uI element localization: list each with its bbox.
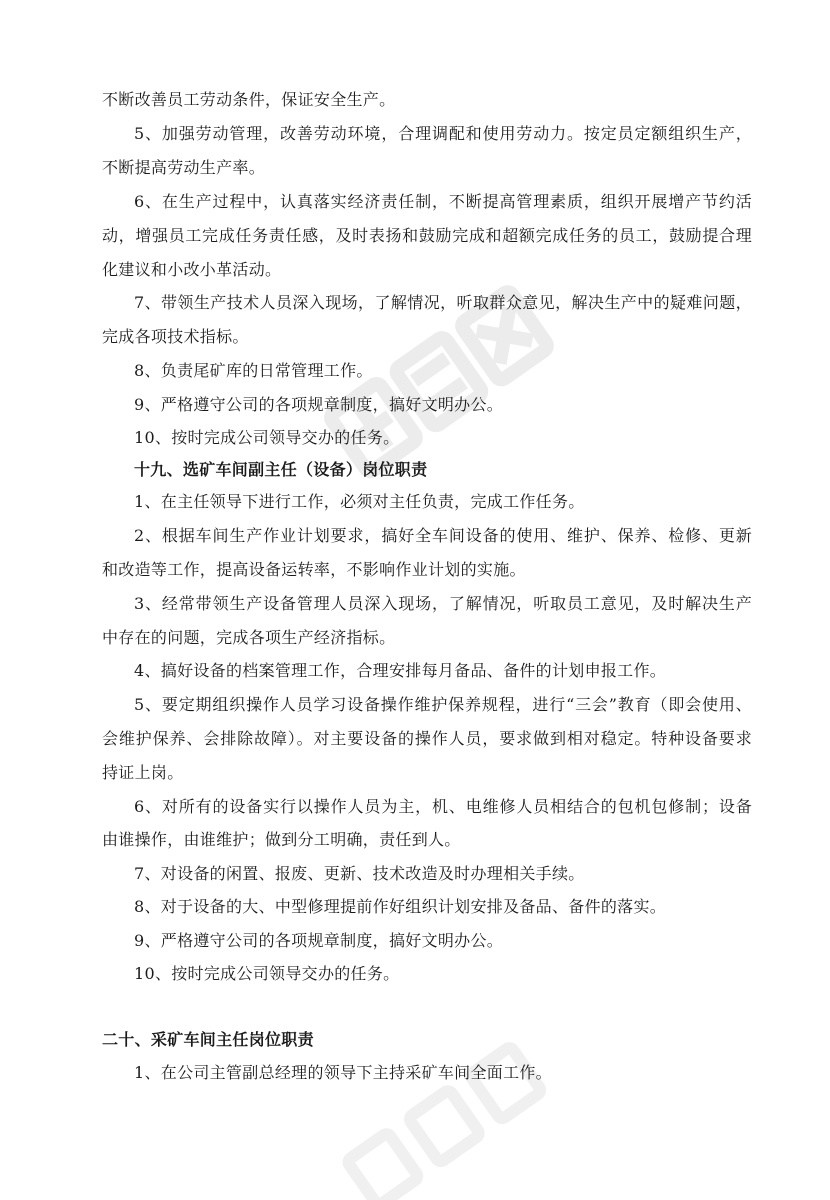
paragraph-line: 5、要定期组织操作人员学习设备操作维护保养规程，进行“三会”教育（即会使用、: [134, 695, 752, 714]
paragraph-line: 和改造等工作，提高设备运转率，不影响作业计划的实施。: [102, 560, 526, 579]
paragraph-line: 4、搞好设备的档案管理工作，合理安排每月备品、备件的计划申报工作。: [134, 661, 667, 680]
paragraph-line: 5、加强劳动管理，改善劳动环境，合理调配和使用劳动力。按定员定额组织生产，: [134, 124, 752, 143]
paragraph-line: 2、根据车间生产作业计划要求，搞好全车间设备的使用、维护、保养、检修、更新: [134, 526, 752, 545]
paragraph-line: 6、在生产过程中，认真落实经济责任制，不断提高管理素质，组织开展增产节约活: [134, 192, 752, 211]
paragraph-line: 不断改善员工劳动条件，保证安全生产。: [102, 90, 396, 109]
paragraph-line: 完成各项技术指标。: [102, 327, 249, 346]
paragraph-line: 动，增强员工完成任务责任感，及时表扬和鼓励完成和超额完成任务的员工，鼓励提合理: [102, 226, 752, 245]
paragraph-line: 10、按时完成公司领导交办的任务。: [134, 428, 400, 447]
paragraph-line: 中存在的问题，完成各项生产经济指标。: [102, 628, 396, 647]
paragraph-line: 持证上岗。: [102, 763, 184, 782]
paragraph-line: 1、在公司主管副总经理的领导下主持采矿车间全面工作。: [134, 1063, 552, 1082]
paragraph-line: 9、严格遵守公司的各项规章制度，搞好文明办公。: [134, 931, 504, 950]
section-heading: 十九、选矿车间副主任（设备）岗位职责: [134, 460, 428, 479]
paragraph-line: 6、对所有的设备实行以操作人员为主，机、电维修人员相结合的包机包修制；设备: [134, 797, 752, 816]
section-heading: 二十、采矿车间主任岗位职责: [102, 1030, 314, 1049]
paragraph-line: 1、在主任领导下进行工作，必须对主任负责，完成工作任务。: [134, 492, 585, 511]
paragraph-line: 不断提高劳动生产率。: [102, 158, 266, 177]
paragraph-line: 7、对设备的闲置、报废、更新、技术改造及时办理相关手续。: [134, 864, 585, 883]
paragraph-line: 由谁操作，由谁维护；做到分工明确，责任到人。: [102, 830, 461, 849]
paragraph-line: 会维护保养、会排除故障）。对主要设备的操作人员，要求做到相对稳定。特种设备要求: [102, 729, 752, 748]
paragraph-line: 7、带领生产技术人员深入现场，了解情况，听取群众意见，解决生产中的疑难问题，: [134, 293, 752, 312]
paragraph-line: 8、对于设备的大、中型修理提前作好组织计划安排及备品、备件的落实。: [134, 897, 667, 916]
paragraph-line: 3、经常带领生产设备管理人员深入现场，了解情况，听取员工意见，及时解决生产: [134, 594, 752, 613]
paragraph-line: 10、按时完成公司领导交办的任务。: [134, 964, 400, 983]
paragraph-line: 8、负责尾矿库的日常管理工作。: [134, 361, 373, 380]
paragraph-line: 化建议和小改小革活动。: [102, 260, 282, 279]
paragraph-line: 9、严格遵守公司的各项规章制度，搞好文明办公。: [134, 395, 504, 414]
